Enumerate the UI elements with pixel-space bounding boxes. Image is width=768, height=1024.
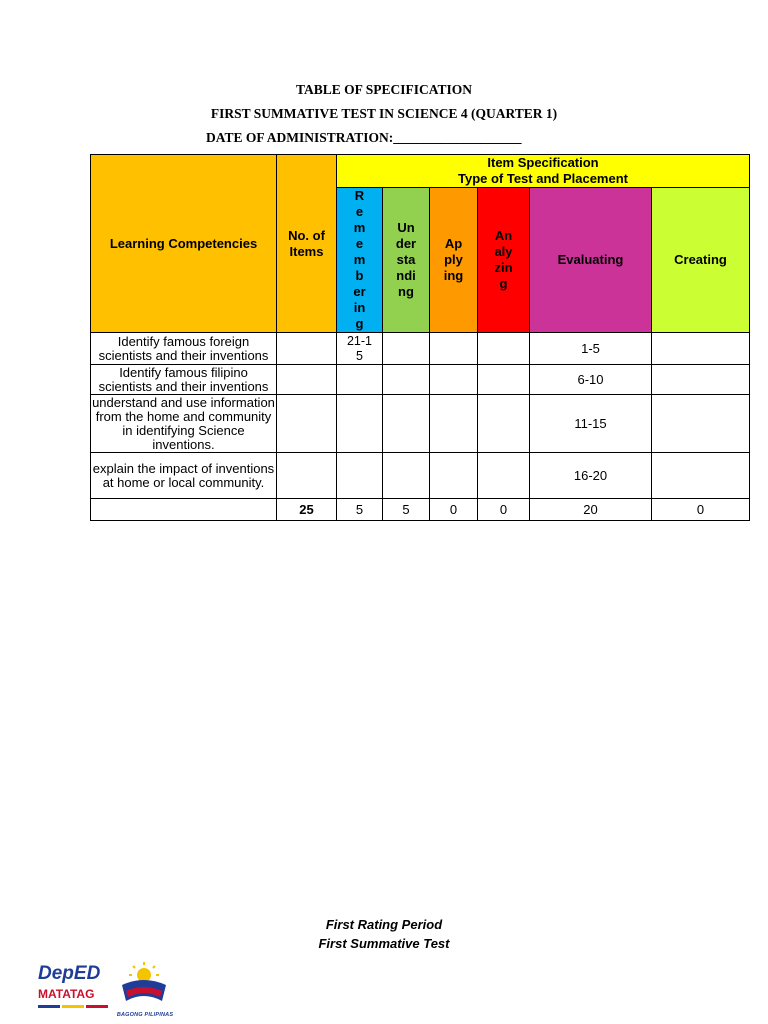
totals-label-cell bbox=[91, 499, 277, 521]
header-learning-competencies: Learning Competencies bbox=[91, 155, 277, 333]
evaluating-cell: 6-10 bbox=[530, 365, 652, 395]
table-row bbox=[91, 453, 750, 499]
applying-cell bbox=[430, 395, 478, 453]
header-evaluating: Evaluating bbox=[530, 188, 652, 333]
table-row bbox=[91, 365, 750, 395]
competency-cell: explain the impact of inventions at home or local community. bbox=[91, 453, 277, 499]
competency-cell: Identify famous filipino scientists and their inventions bbox=[91, 365, 277, 395]
bagong-pilipinas-text: BAGONG PILIPINAS bbox=[116, 1012, 174, 1018]
header-applying-label: Applying bbox=[443, 236, 464, 283]
remembering-cell bbox=[337, 333, 383, 365]
understanding-cell bbox=[383, 453, 430, 499]
analyzing-cell bbox=[478, 365, 530, 395]
bagong-pilipinas-emblem-icon bbox=[116, 961, 172, 1007]
specification-table bbox=[90, 154, 750, 521]
total-applying: 0 bbox=[430, 499, 478, 521]
header-remembering-label: Remembering bbox=[353, 188, 366, 331]
items-cell bbox=[277, 333, 337, 365]
table-row bbox=[91, 333, 750, 365]
table-row bbox=[91, 395, 750, 453]
competency-cell: Identify famous foreign scientists and their inventions bbox=[91, 333, 277, 365]
header-applying bbox=[430, 188, 478, 333]
remembering-cell bbox=[337, 365, 383, 395]
creating-cell bbox=[652, 395, 750, 453]
matatag-logo-text: MATATAG bbox=[38, 987, 95, 1001]
analyzing-cell bbox=[478, 333, 530, 365]
doc-subtitle: FIRST SUMMATIVE TEST IN SCIENCE 4 (QUARTER 1) bbox=[210, 106, 558, 121]
remembering-cell bbox=[337, 453, 383, 499]
items-cell bbox=[277, 365, 337, 395]
date-of-administration: DATE OF ADMINISTRATION:___________________ bbox=[206, 130, 522, 145]
header-item-specification-line1: Item Specification bbox=[487, 155, 599, 170]
items-cell bbox=[277, 395, 337, 453]
total-analyzing: 0 bbox=[478, 499, 530, 521]
evaluating-cell: 11-15 bbox=[530, 395, 652, 453]
applying-cell bbox=[430, 365, 478, 395]
remembering-cell-value: 21-15 bbox=[346, 333, 373, 363]
evaluating-cell: 1-5 bbox=[530, 333, 652, 365]
understanding-cell bbox=[383, 395, 430, 453]
footer-rating-period: First Rating Period bbox=[325, 917, 443, 932]
totals-row bbox=[91, 499, 750, 521]
total-remembering: 5 bbox=[337, 499, 383, 521]
bagong-pilipinas-logo bbox=[116, 961, 174, 1017]
header-understanding-label: Understanding bbox=[395, 220, 417, 299]
creating-cell bbox=[652, 333, 750, 365]
footer-summative-test: First Summative Test bbox=[318, 936, 450, 951]
header-item-specification bbox=[337, 155, 750, 188]
understanding-cell bbox=[383, 365, 430, 395]
analyzing-cell bbox=[478, 395, 530, 453]
deped-logo-text: DepED bbox=[38, 963, 101, 984]
total-understanding: 5 bbox=[383, 499, 430, 521]
deped-matatag-logo bbox=[38, 963, 110, 1017]
header-analyzing-label: Analyzing bbox=[494, 228, 513, 291]
analyzing-cell bbox=[478, 453, 530, 499]
creating-cell bbox=[652, 365, 750, 395]
header-no-of-items: No. of Items bbox=[277, 155, 337, 333]
applying-cell bbox=[430, 453, 478, 499]
matatag-stripe-icon bbox=[38, 1003, 108, 1011]
understanding-cell bbox=[383, 333, 430, 365]
total-evaluating: 20 bbox=[530, 499, 652, 521]
total-creating: 0 bbox=[652, 499, 750, 521]
remembering-cell bbox=[337, 395, 383, 453]
total-items: 25 bbox=[277, 499, 337, 521]
doc-title: TABLE OF SPECIFICATION bbox=[295, 82, 473, 97]
creating-cell bbox=[652, 453, 750, 499]
header-item-specification-line2: Type of Test and Placement bbox=[457, 171, 628, 186]
header-analyzing bbox=[478, 188, 530, 333]
applying-cell bbox=[430, 333, 478, 365]
header-understanding bbox=[383, 188, 430, 333]
header-remembering bbox=[337, 188, 383, 333]
evaluating-cell: 16-20 bbox=[530, 453, 652, 499]
header-creating: Creating bbox=[652, 188, 750, 333]
items-cell bbox=[277, 453, 337, 499]
competency-cell: understand and use information from the home and community in identifying Science inventions. bbox=[92, 394, 275, 452]
